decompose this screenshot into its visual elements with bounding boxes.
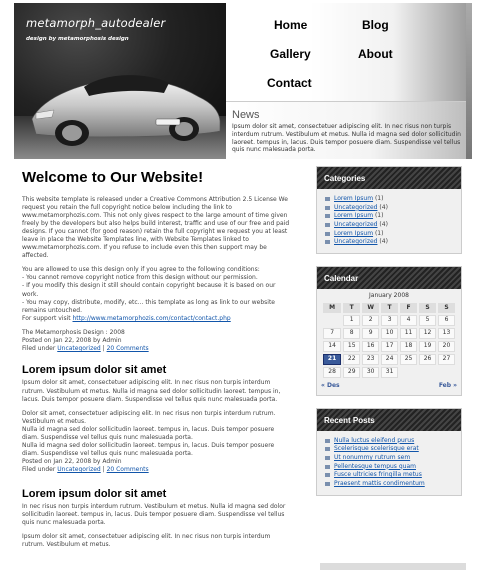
meta-posted-line: Posted on Jan 22, 2008 by Admin [22, 337, 122, 344]
calendar-day: 31 [381, 367, 398, 378]
post-paragraph-2: Ipsum dolor sit amet, consectetuer adipiscing elit. In nec risus non turpis interdum rutrum. Vestibulum et metus. [22, 533, 271, 549]
weekday-header: S [419, 303, 436, 313]
meta-filed-line [22, 466, 292, 474]
calendar-day: 11 [400, 328, 417, 339]
weekday-header: T [381, 303, 398, 313]
category-item [325, 230, 453, 239]
calendar-day: 8 [343, 328, 360, 339]
category-count: (1) [374, 195, 384, 202]
logo-banner [14, 3, 226, 159]
calendar-day: 27 [438, 354, 455, 365]
meta-posted-line: Posted on Jan 22, 2008 by Admin [22, 458, 122, 466]
calendar-day: 3 [381, 315, 398, 326]
calendar-day-today[interactable]: 21 [323, 354, 341, 365]
category-count: (4) [379, 203, 388, 211]
nav-contact[interactable]: Contact [267, 76, 312, 90]
calendar-day: 5 [419, 315, 436, 326]
bullet-icon [325, 214, 330, 218]
category-link[interactable]: Lorem Ipsum [334, 195, 374, 202]
weekday-header: M [323, 303, 341, 313]
calendar-title: Calendar [317, 267, 461, 289]
recent-post-link[interactable]: Ut nonummy rutrum sem [334, 453, 411, 461]
site-tagline: design by metamorphosis design [26, 36, 129, 42]
recent-post-item [325, 480, 453, 489]
categories-title: Categories [317, 167, 461, 189]
bullet-icon [325, 240, 330, 244]
main-nav [226, 3, 466, 101]
news-box [226, 101, 466, 159]
calendar-empty-cell [438, 367, 455, 378]
recent-posts-widget [316, 408, 462, 496]
calendar-empty-cell [400, 367, 417, 378]
calendar-day: 14 [323, 341, 341, 352]
categories-list [325, 195, 453, 247]
calendar-day: 29 [343, 367, 360, 378]
recent-posts-list [325, 437, 453, 489]
filed-prefix: Filed under [22, 466, 58, 474]
calendar-day: 22 [343, 354, 360, 365]
post-title[interactable]: Lorem ipsum dolor sit amet [22, 487, 167, 500]
category-count: (1) [374, 212, 384, 220]
bullet-icon [325, 482, 330, 486]
condition-2: - If you modify this design it still should contain copyright because it is based on our work. [22, 282, 276, 298]
news-title: News [232, 109, 260, 121]
filed-prefix: Filed under [22, 345, 58, 353]
comments-link[interactable]: 20 Comments [106, 345, 149, 353]
sidebar [316, 166, 462, 508]
support-prefix: For support visit [22, 314, 73, 322]
calendar-week [323, 315, 455, 326]
bullet-icon [325, 473, 330, 477]
calendar-prev-link[interactable]: « Des [321, 381, 340, 389]
car-image [14, 41, 226, 159]
calendar-week [323, 328, 455, 339]
bullet-icon [325, 206, 330, 210]
calendar-week [323, 367, 455, 378]
calendar-week [323, 341, 455, 352]
category-item [325, 221, 453, 230]
welcome-meta [22, 329, 292, 353]
blog-post [22, 363, 292, 474]
post-text-c: Nulla id magna sed dolor sollicitudin laoreet. tempus in, lacus. Duis tempor posuere diam. Suspendisse vel tellus quis nunc malesuada porta. [22, 442, 275, 458]
recent-post-link[interactable]: Fusce ultricies fringilla metus [334, 471, 422, 479]
calendar-day: 30 [362, 367, 379, 378]
post-text-b: Nulla id magna sed dolor sollicitudin laoreet. tempus in, lacus. Duis tempor posuere diam. Suspendisse vel tellus quis nunc malesuada porta. [22, 425, 275, 442]
post-meta [22, 458, 292, 474]
bullet-icon [325, 232, 330, 236]
calendar-day: 26 [419, 354, 436, 365]
calendar-day: 25 [400, 354, 417, 365]
main-content [22, 166, 292, 559]
calendar-empty-cell [323, 315, 341, 326]
category-link[interactable]: Lorem Ipsum [334, 229, 374, 237]
blog-post [22, 487, 292, 550]
conditions-intro: You are allowed to use this design only if you agree to the following conditions: [22, 266, 260, 274]
calendar-month: January 2008 [369, 292, 409, 300]
calendar-day: 10 [381, 328, 398, 339]
post-paragraph-1: In nec risus non turpis interdum rutrum. Vestibulum et metus. Nulla id magna sed dolor sollicitudin laoreet. tempus in, lacus. Duis tempor posuere diam. Suspendisse vel tellus quis nunc malesuada porta. [22, 502, 286, 526]
bullet-icon [325, 456, 330, 460]
calendar-day: 16 [362, 341, 379, 352]
calendar-day: 6 [438, 315, 455, 326]
weekday-header: F [400, 303, 417, 313]
calendar-day: 24 [381, 354, 398, 365]
comments-link[interactable]: 20 Comments [106, 466, 149, 474]
calendar-day: 19 [419, 341, 436, 352]
calendar-day: 15 [343, 341, 360, 352]
recent-post-link[interactable]: Pellentesque tempus quam [334, 462, 416, 470]
bullet-icon [325, 197, 330, 201]
recent-post-item [325, 454, 453, 463]
nav-home[interactable]: Home [274, 18, 308, 32]
calendar-day: 23 [362, 354, 379, 365]
category-item [325, 195, 453, 204]
category-link[interactable]: Uncategorized [334, 203, 378, 211]
bullet-icon [325, 439, 330, 443]
recent-post-item [325, 437, 453, 446]
category-item [325, 204, 453, 213]
calendar-day: 18 [400, 341, 417, 352]
calendar-widget [316, 266, 462, 395]
category-link[interactable]: Uncategorized [57, 466, 101, 474]
recent-post-item [325, 463, 453, 472]
welcome-paragraph-2 [22, 266, 292, 323]
calendar-next-link[interactable]: Feb » [438, 381, 457, 389]
news-text: Ipsum dolor sit amet, consectetuer adipiscing elit. In nec risus non turpis interdum rutrum. Vestibulum et metus. Nulla id magna sed dolor sollicitudin laoreet. tempus in, lacus. Duis tempor posuere diam. Suspendisse vel tellus quis nunc malesuada porta. [232, 123, 461, 154]
calendar-day: 13 [438, 328, 455, 339]
category-count: (1) [374, 229, 384, 237]
recent-post-link[interactable]: Nulla luctus eleifend purus [334, 436, 415, 444]
category-link[interactable]: Uncategorized [334, 238, 378, 246]
categories-widget [316, 166, 462, 254]
category-item [325, 212, 453, 221]
calendar-day: 9 [362, 328, 379, 339]
category-link[interactable]: Lorem Ipsum [334, 212, 374, 220]
separator: | [100, 466, 107, 474]
condition-3: - You may copy, distribute, modify, etc... this template as long as link to our website remains untouched. [22, 298, 276, 314]
calendar-day: 7 [323, 328, 341, 339]
welcome-post [22, 168, 292, 353]
post-title[interactable]: Lorem ipsum dolor sit amet [22, 364, 167, 377]
header-edge-stripe [466, 3, 472, 159]
post-paragraph-1: Ipsum dolor sit amet, consectetuer adipiscing elit. In nec risus non turpis interdum rutrum. Vestibulum et metus. Nulla id magna sed dolor sollicitudin laoreet. tempus in, lacus. Duis tempor posuere diam. Suspendisse vel tellus quis nunc malesuada porta. [22, 379, 281, 403]
sidebar-footer-bar [320, 563, 466, 570]
calendar-nav [321, 380, 457, 390]
category-count: (4) [379, 221, 388, 229]
welcome-paragraph-1: This website template is released under a Creative Commons Attribution 2.5 License We request you retain the full copyright notice below including the link to www.metamorphozis.com. This not only gives respect to the large amount of time given freely by the developers but also helps build interest, traffic and use of our free and paid designs. If you cannot (for good reason) retain the full copyright we request you at least leave in place the Website Templates line, with Website Templates linked to www.metamorphozis.com. If you refuse to include even this then support may be affected. [22, 195, 290, 260]
category-count: (4) [379, 238, 388, 246]
recent-post-link[interactable]: Praesent mattis condimentum [334, 479, 425, 487]
calendar-day: 28 [323, 367, 341, 378]
support-link[interactable]: http://www.metamorphozis.com/contact/contact.php [72, 314, 231, 322]
calendar-day: 12 [419, 328, 436, 339]
bullet-icon [325, 465, 330, 469]
site-title[interactable]: metamorph_autodealer [26, 16, 166, 30]
bullet-icon [325, 223, 330, 227]
recent-post-item [325, 471, 453, 480]
nav-about[interactable]: About [358, 47, 393, 61]
post-text-a: Dolor sit amet, consectetuer adipiscing elit. In nec risus non turpis interdum rutrum. Vestibulum et metus. [22, 409, 276, 425]
welcome-title: Welcome to Our Website! [22, 169, 204, 186]
calendar-day: 2 [362, 315, 379, 326]
nav-gallery[interactable]: Gallery [270, 47, 311, 61]
calendar-day: 4 [400, 315, 417, 326]
calendar-day: 1 [343, 315, 360, 326]
category-link[interactable]: Uncategorized [57, 345, 101, 353]
recent-post-item [325, 445, 453, 454]
weekday-header: T [343, 303, 360, 313]
category-link[interactable]: Uncategorized [334, 221, 378, 229]
weekday-header: W [362, 303, 379, 313]
site-header [0, 0, 480, 160]
calendar-day: 17 [381, 341, 398, 352]
bullet-icon [325, 447, 330, 451]
meta-design-line: The Metamorphosis Design : 2008 [22, 328, 125, 336]
recent-post-link[interactable]: Scelerisque scelerisque erat [334, 445, 419, 453]
calendar-empty-cell [419, 367, 436, 378]
separator: | [100, 345, 107, 353]
condition-1: - You cannot remove copyright notice from this design without our permission. [22, 274, 258, 282]
post-paragraph-2 [22, 410, 292, 459]
calendar-day: 20 [438, 341, 455, 352]
meta-filed-line [22, 345, 292, 353]
calendar-table [321, 292, 457, 380]
recent-posts-title: Recent Posts [317, 409, 461, 431]
category-item [325, 238, 453, 247]
calendar-week [323, 354, 455, 365]
weekday-header: S [438, 303, 455, 313]
nav-blog[interactable]: Blog [362, 18, 389, 32]
